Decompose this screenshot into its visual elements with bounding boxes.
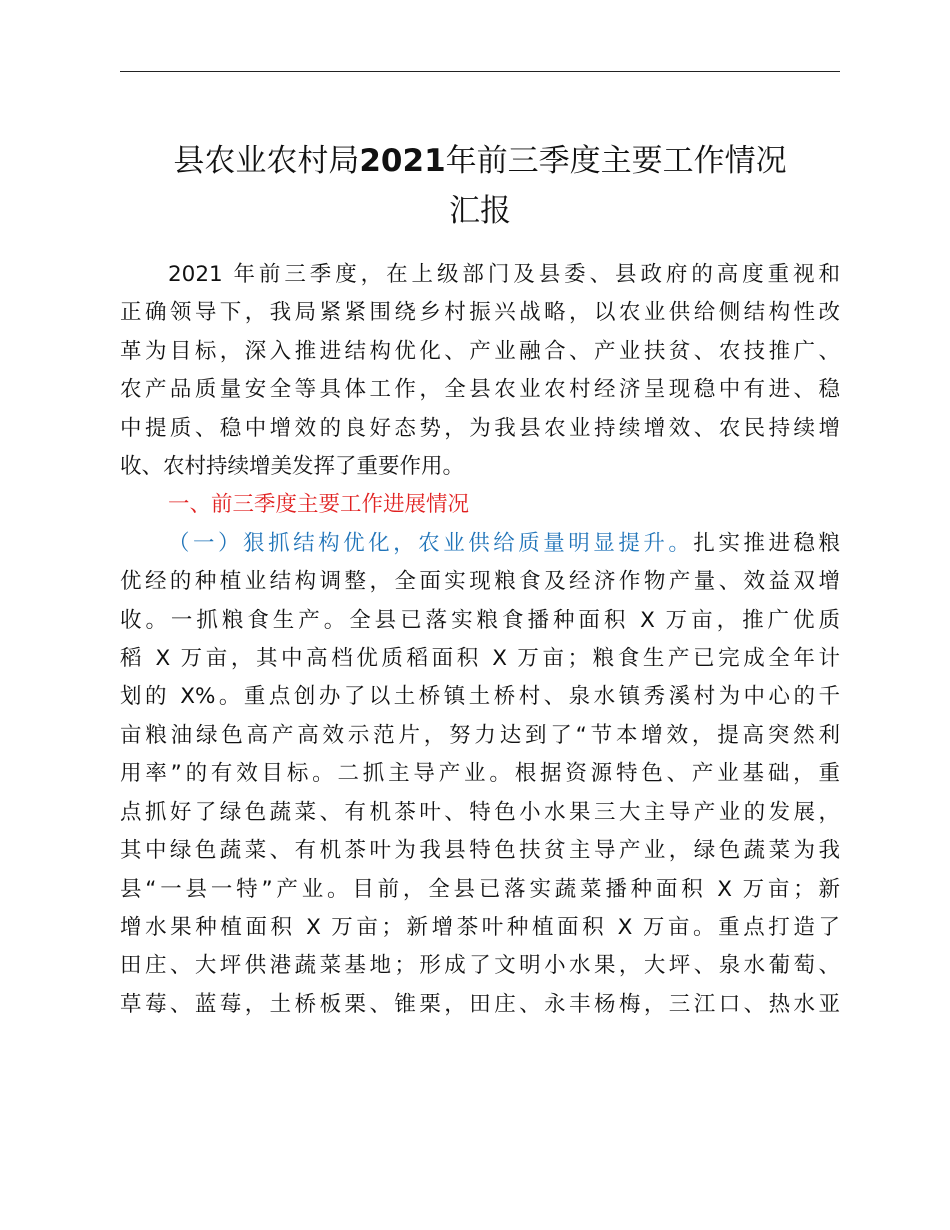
section-1-heading: 一、前三季度主要工作进展情况 (168, 492, 470, 518)
paragraph-line: 稻 X 万亩，其中高档优质稻面积 X 万亩；粮食生产已完成全年计 (120, 646, 840, 672)
document-title-line-1: 县农业农村局2021年前三季度主要工作情况 (173, 143, 787, 179)
paragraph-line: （一）狠抓结构优化，农业供给质量明显提升。扎实推进稳粮 (168, 530, 840, 556)
paragraph-line: 优经的种植业结构调整，全面实现粮食及经济作物产量、效益双增 (120, 569, 840, 595)
header-rule (120, 71, 840, 72)
subsection-1-heading: （一）狠抓结构优化，农业供给质量明显提升。 (168, 530, 694, 556)
document-title-line-2: 汇报 (449, 193, 511, 229)
document-body (120, 256, 840, 1024)
paragraph-line: 点抓好了绿色蔬菜、有机茶叶、特色小水果三大主导产业的发展， (120, 799, 840, 825)
paragraph-line: 用率”的有效目标。二抓主导产业。根据资源特色、产业基础，重 (120, 761, 840, 787)
intro-paragraph (120, 256, 840, 486)
paragraph-line: 县“一县一特”产业。目前，全县已落实蔬菜播种面积 X 万亩；新 (120, 876, 840, 902)
paragraph-line: 中提质、稳中增效的良好态势，为我县农业持续增效、农民持续增 (120, 415, 840, 441)
paragraph-line: 其中绿色蔬菜、有机茶叶为我县特色扶贫主导产业，绿色蔬菜为我 (120, 838, 840, 864)
paragraph-line: 划的 X%。重点创办了以土桥镇土桥村、泉水镇秀溪村为中心的千 (120, 684, 840, 710)
paragraph-line: 增水果种植面积 X 万亩；新增茶叶种植面积 X 万亩。重点打造了 (120, 914, 840, 940)
paragraph-line: 革为目标，深入推进结构优化、产业融合、产业扶贫、农技推广、 (120, 338, 840, 364)
section-heading (120, 486, 840, 524)
paragraph-line: 收、农村持续增美发挥了重要作用。 (120, 454, 465, 480)
paragraph-line: 农产品质量安全等具体工作，全县农业农村经济呈现稳中有进、稳 (120, 377, 840, 403)
paragraph-line: 2021 年前三季度，在上级部门及县委、县政府的高度重视和 (168, 262, 840, 287)
paragraph-line: 收。一抓粮食生产。全县已落实粮食播种面积 X 万亩，推广优质 (120, 607, 840, 633)
paragraph-line: 正确领导下，我局紧紧围绕乡村振兴战略，以农业供给侧结构性改 (120, 300, 840, 326)
paragraph-line: 草莓、蓝莓，土桥板栗、锥栗，田庄、永丰杨梅，三江口、热水亚 (120, 991, 840, 1017)
paragraph-line: 田庄、大坪供港蔬菜基地；形成了文明小水果，大坪、泉水葡萄、 (120, 953, 840, 979)
paragraph-line: 亩粮油绿色高产高效示范片，努力达到了“节本增效，提高突然利 (120, 722, 840, 748)
subsection-paragraph (120, 525, 840, 1024)
